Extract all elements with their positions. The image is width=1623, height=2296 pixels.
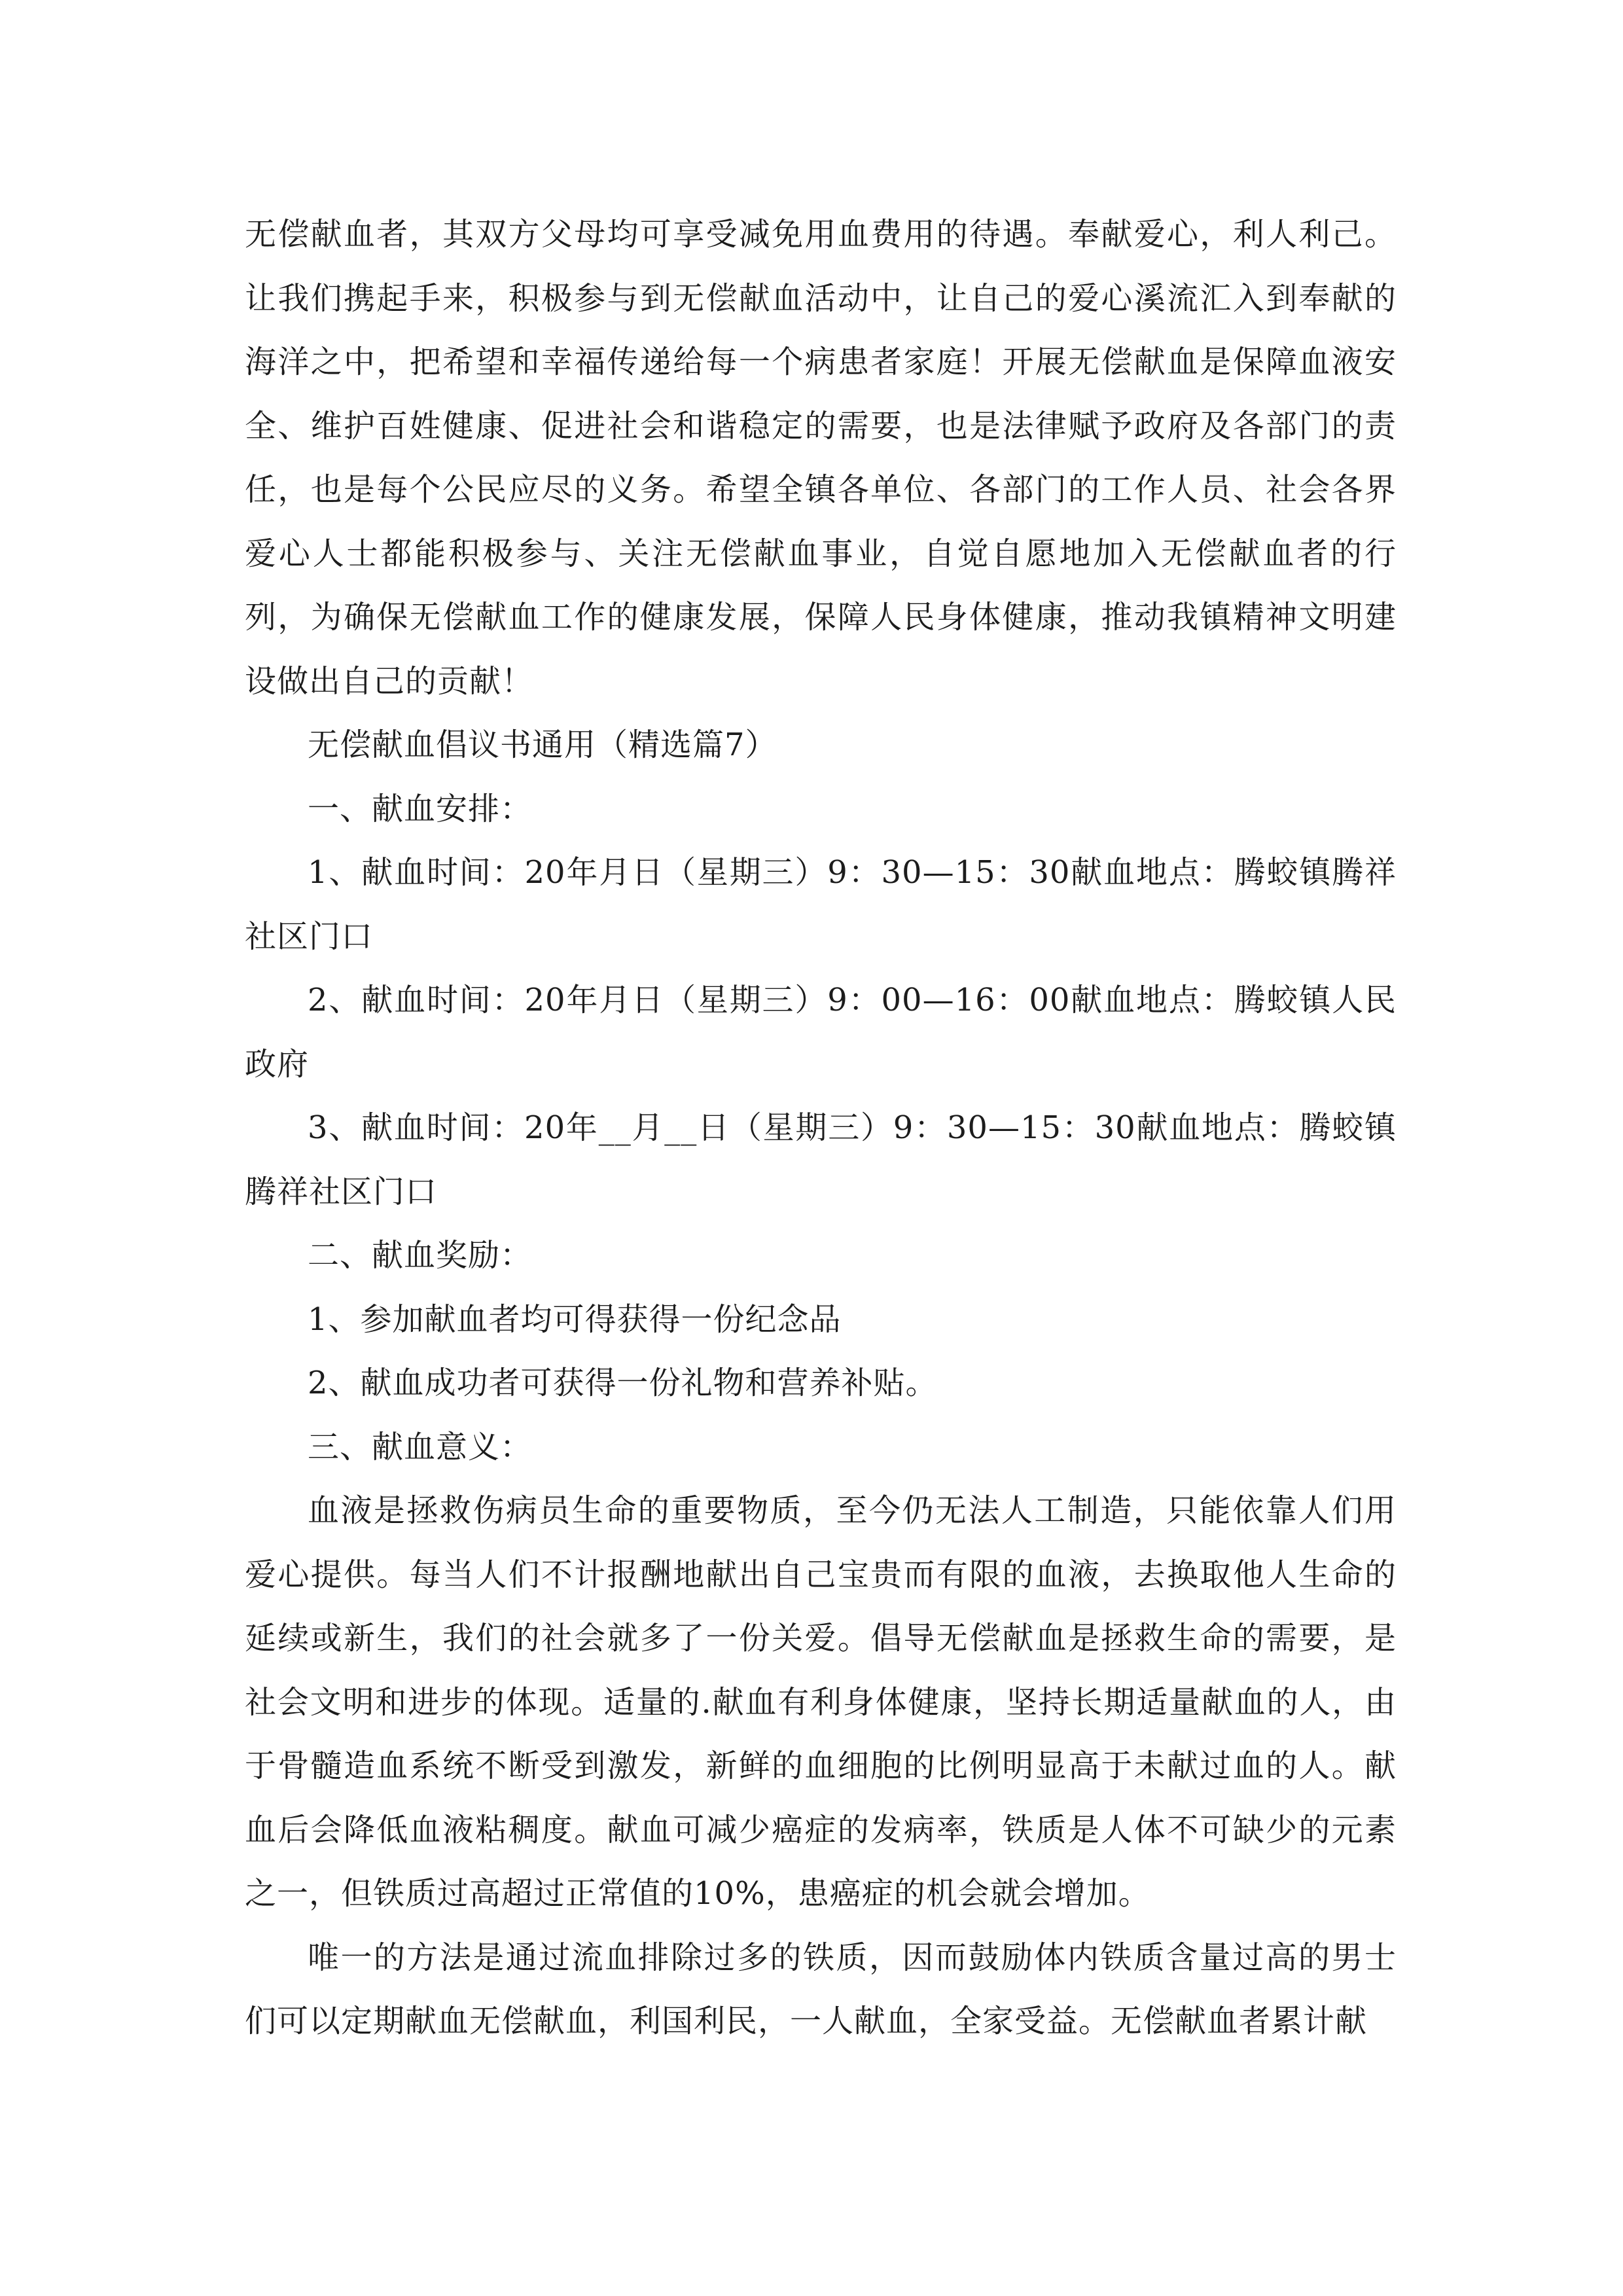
heading-donation-arrangement: 一、献血安排： bbox=[308, 790, 533, 827]
paragraph-iron-method: 唯一的方法是通过流血排除过多的铁质，因而鼓励体内铁质含量过高的男士们可以定期献血无偿献血，利国利民，一人献血，全家受益。无偿献血者累计献 bbox=[245, 1939, 1397, 2039]
list-item: 2、献血时间：20年月日（星期三）9：00—16：00献血地点：腾蛟镇人民政府 bbox=[245, 982, 1397, 1083]
list-item: 1、献血时间：20年月日（星期三）9：30—15：30献血地点：腾蛟镇腾祥社区门口 bbox=[245, 854, 1397, 955]
list-item: 1、参加献血者均可得获得一份纪念品 bbox=[308, 1300, 842, 1338]
paragraph-significance: 血液是拯救伤病员生命的重要物质，至今仍无法人工制造，只能依靠人们用爱心提供。每当人们不计报酬地献出自己宝贵而有限的血液，去换取他人生命的延续或新生，我们的社会就多了一份关爱。倡导无偿献血是拯救生命的需要，是社会文明和进步的体现。适量的.献血有利身体健康，坚持长期适量献血的人，由于骨髓造血系统不断受到激发，新鲜的血细胞的比例明显高于未献过血的人。献血后会降低血液粘稠度。献血可减少癌症的发病率，铁质是人体不可缺少的元素之一，但铁质过高超过正常值的10%，患癌症的机会就会增加。 bbox=[245, 1492, 1397, 1912]
list-item: 2、献血成功者可获得一份礼物和营养补贴。 bbox=[308, 1365, 938, 1401]
document-body bbox=[245, 203, 1397, 2054]
paragraph-donor-benefits: 无偿献血者，其双方父母均可享受减免用血费用的待遇。奉献爱心，利人利己。让我们携起手来，积极参与到无偿献血活动中，让自己的爱心溪流汇入到奉献的海洋之中，把希望和幸福传递给每一个病患者家庭！开展无偿献血是保障血液安全、维护百姓健康、促进社会和谐稳定的需要，也是法律赋予政府及各部门的责任，也是每个公民应尽的义务。希望全镇各单位、各部门的工作人员、社会各界爱心人士都能积极参与、关注无偿献血事业，自觉自愿地加入无偿献血者的行列，为确保无偿献血工作的健康发展，保障人民身体健康，推动我镇精神文明建设做出自己的贡献！ bbox=[245, 216, 1397, 700]
heading-donation-significance: 三、献血意义： bbox=[308, 1428, 533, 1465]
section-title: 无偿献血倡议书通用（精选篇7） bbox=[308, 726, 777, 763]
heading-donation-rewards: 二、献血奖励： bbox=[308, 1237, 533, 1274]
list-item: 3、献血时间：20年__月__日（星期三）9：30—15：30献血地点：腾蛟镇腾祥社区门口 bbox=[245, 1109, 1397, 1210]
